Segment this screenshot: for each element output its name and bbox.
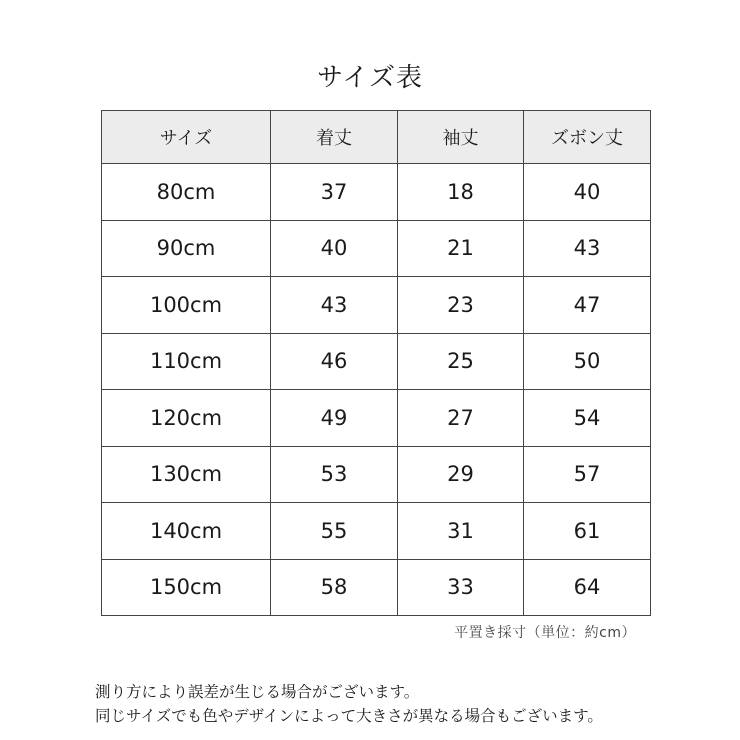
header-size: サイズ xyxy=(102,111,271,164)
table-row xyxy=(102,559,651,616)
cell-sleeve: 27 xyxy=(398,390,524,447)
size-table xyxy=(101,110,651,616)
header-length: 着丈 xyxy=(271,111,398,164)
cell-size: 110cm xyxy=(102,333,271,390)
disclaimer xyxy=(95,680,603,728)
cell-size: 120cm xyxy=(102,390,271,447)
table-row xyxy=(102,277,651,334)
cell-length: 40 xyxy=(271,220,398,277)
table-row xyxy=(102,446,651,503)
cell-sleeve: 23 xyxy=(398,277,524,334)
cell-pants-length: 54 xyxy=(524,390,651,447)
disclaimer-line: 同じサイズでも色やデザインによって大きさが異なる場合もございます。 xyxy=(95,707,603,725)
cell-length: 43 xyxy=(271,277,398,334)
cell-length: 58 xyxy=(271,559,398,616)
cell-pants-length: 61 xyxy=(524,503,651,560)
cell-pants-length: 64 xyxy=(524,559,651,616)
cell-pants-length: 57 xyxy=(524,446,651,503)
cell-pants-length: 43 xyxy=(524,220,651,277)
disclaimer-line: 測り方により誤差が生じる場合がございます。 xyxy=(95,683,420,701)
cell-sleeve: 21 xyxy=(398,220,524,277)
cell-size: 130cm xyxy=(102,446,271,503)
table-row xyxy=(102,390,651,447)
measurement-note: 平置き採寸（単位：約cm） xyxy=(454,625,636,641)
cell-size: 140cm xyxy=(102,503,271,560)
cell-size: 90cm xyxy=(102,220,271,277)
cell-size: 100cm xyxy=(102,277,271,334)
page-title: サイズ表 xyxy=(317,63,423,93)
cell-sleeve: 18 xyxy=(398,164,524,221)
header-pants-length: ズボン丈 xyxy=(524,111,651,164)
cell-sleeve: 33 xyxy=(398,559,524,616)
header-sleeve: 袖丈 xyxy=(398,111,524,164)
table-row xyxy=(102,333,651,390)
table-header-row xyxy=(102,111,651,164)
cell-length: 55 xyxy=(271,503,398,560)
cell-pants-length: 40 xyxy=(524,164,651,221)
cell-length: 37 xyxy=(271,164,398,221)
cell-pants-length: 50 xyxy=(524,333,651,390)
table-row xyxy=(102,220,651,277)
cell-size: 150cm xyxy=(102,559,271,616)
cell-sleeve: 29 xyxy=(398,446,524,503)
table-row xyxy=(102,503,651,560)
cell-size: 80cm xyxy=(102,164,271,221)
cell-sleeve: 31 xyxy=(398,503,524,560)
cell-length: 53 xyxy=(271,446,398,503)
cell-length: 49 xyxy=(271,390,398,447)
cell-length: 46 xyxy=(271,333,398,390)
cell-pants-length: 47 xyxy=(524,277,651,334)
cell-sleeve: 25 xyxy=(398,333,524,390)
table-row xyxy=(102,164,651,221)
